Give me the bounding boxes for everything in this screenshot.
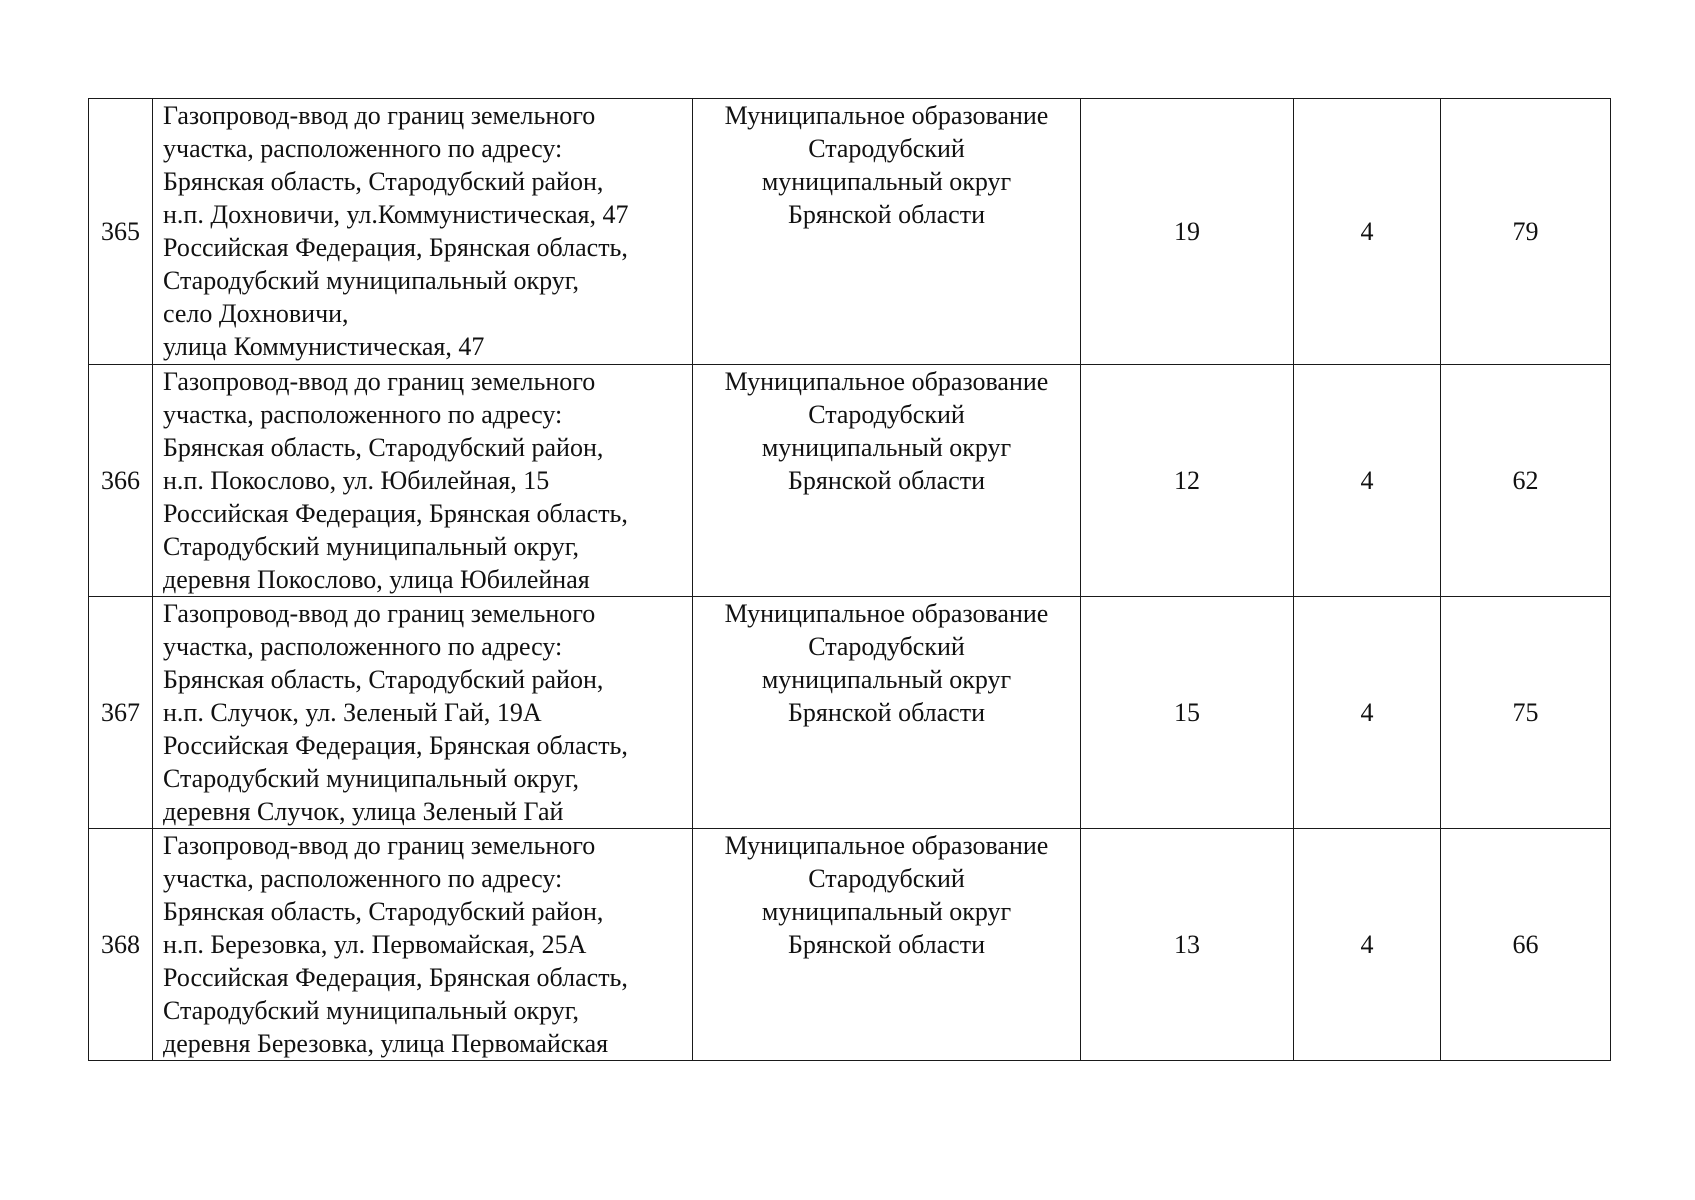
value-cell-1: 12 bbox=[1081, 365, 1294, 597]
owner-line: Стародубский bbox=[808, 632, 965, 661]
table-row bbox=[89, 365, 1611, 597]
owner-cell bbox=[693, 829, 1081, 1061]
owner-cell bbox=[693, 597, 1081, 829]
object-line: деревня Случок, улица Зеленый Гай bbox=[163, 797, 564, 826]
object-description-cell bbox=[153, 597, 693, 829]
owner-line: Брянской области bbox=[788, 466, 985, 495]
row-number-cell: 365 bbox=[89, 99, 153, 365]
object-line: участка, расположенного по адресу: bbox=[163, 134, 563, 163]
owner-line: Стародубский bbox=[808, 864, 965, 893]
object-line: Брянская область, Стародубский район, bbox=[163, 665, 604, 694]
object-line: Стародубский муниципальный округ, bbox=[163, 266, 580, 295]
owner-line: Муниципальное образование bbox=[724, 831, 1049, 860]
value-cell-1: 13 bbox=[1081, 829, 1294, 1061]
object-line: Стародубский муниципальный округ, bbox=[163, 764, 580, 793]
owner-line: муниципальный округ bbox=[761, 433, 1012, 462]
owner-line: Муниципальное образование bbox=[724, 367, 1049, 396]
value-cell-2: 4 bbox=[1294, 365, 1441, 597]
object-description-cell bbox=[153, 829, 693, 1061]
owner-line: Муниципальное образование bbox=[724, 599, 1049, 628]
object-line: Стародубский муниципальный округ, bbox=[163, 996, 580, 1025]
object-line: Брянская область, Стародубский район, bbox=[163, 167, 604, 196]
owner-line: муниципальный округ bbox=[761, 897, 1012, 926]
value-cell-1: 15 bbox=[1081, 597, 1294, 829]
owner-line: Муниципальное образование bbox=[724, 101, 1049, 130]
owner-cell bbox=[693, 365, 1081, 597]
object-line: участка, расположенного по адресу: bbox=[163, 400, 563, 429]
value-cell-2: 4 bbox=[1294, 99, 1441, 365]
object-line: Газопровод-ввод до границ земельного bbox=[163, 831, 596, 860]
value-cell-3: 79 bbox=[1441, 99, 1611, 365]
object-line: н.п. Покослово, ул. Юбилейная, 15 bbox=[163, 466, 550, 495]
object-line: Брянская область, Стародубский район, bbox=[163, 433, 604, 462]
owner-line: Брянской области bbox=[788, 698, 985, 727]
owner-line: Стародубский bbox=[808, 400, 965, 429]
object-line: н.п. Дохновичи, ул.Коммунистическая, 47 bbox=[163, 200, 629, 229]
value-cell-3: 66 bbox=[1441, 829, 1611, 1061]
object-line: н.п. Березовка, ул. Первомайская, 25А bbox=[163, 930, 587, 959]
value-cell-3: 62 bbox=[1441, 365, 1611, 597]
object-description-cell bbox=[153, 365, 693, 597]
object-line: Газопровод-ввод до границ земельного bbox=[163, 101, 596, 130]
value-cell-1: 19 bbox=[1081, 99, 1294, 365]
owner-line: Брянской области bbox=[788, 200, 985, 229]
row-number-cell: 368 bbox=[89, 829, 153, 1061]
value-cell-2: 4 bbox=[1294, 829, 1441, 1061]
object-line: Газопровод-ввод до границ земельного bbox=[163, 599, 596, 628]
object-line: Российская Федерация, Брянская область, bbox=[163, 731, 628, 760]
owner-line: Брянской области bbox=[788, 930, 985, 959]
registry-table bbox=[88, 98, 1611, 1061]
object-line: Российская Федерация, Брянская область, bbox=[163, 233, 628, 262]
object-line: Брянская область, Стародубский район, bbox=[163, 897, 604, 926]
object-line: участка, расположенного по адресу: bbox=[163, 632, 563, 661]
object-line: н.п. Случок, ул. Зеленый Гай, 19А bbox=[163, 698, 542, 727]
owner-line: муниципальный округ bbox=[761, 167, 1012, 196]
object-line: Стародубский муниципальный округ, bbox=[163, 532, 580, 561]
value-cell-3: 75 bbox=[1441, 597, 1611, 829]
object-line: деревня Березовка, улица Первомайская bbox=[163, 1029, 609, 1058]
row-number-cell: 366 bbox=[89, 365, 153, 597]
owner-line: муниципальный округ bbox=[761, 665, 1012, 694]
table-row bbox=[89, 597, 1611, 829]
object-line: улица Коммунистическая, 47 bbox=[163, 332, 485, 361]
owner-line: Стародубский bbox=[808, 134, 965, 163]
object-line: Российская Федерация, Брянская область, bbox=[163, 963, 628, 992]
object-line: село Дохновичи, bbox=[163, 299, 349, 328]
table-row bbox=[89, 829, 1611, 1061]
owner-cell bbox=[693, 99, 1081, 365]
table-row bbox=[89, 99, 1611, 365]
row-number-cell: 367 bbox=[89, 597, 153, 829]
object-line: участка, расположенного по адресу: bbox=[163, 864, 563, 893]
value-cell-2: 4 bbox=[1294, 597, 1441, 829]
object-line: Российская Федерация, Брянская область, bbox=[163, 499, 628, 528]
object-line: деревня Покослово, улица Юбилейная bbox=[163, 565, 590, 594]
object-description-cell bbox=[153, 99, 693, 365]
object-line: Газопровод-ввод до границ земельного bbox=[163, 367, 596, 396]
